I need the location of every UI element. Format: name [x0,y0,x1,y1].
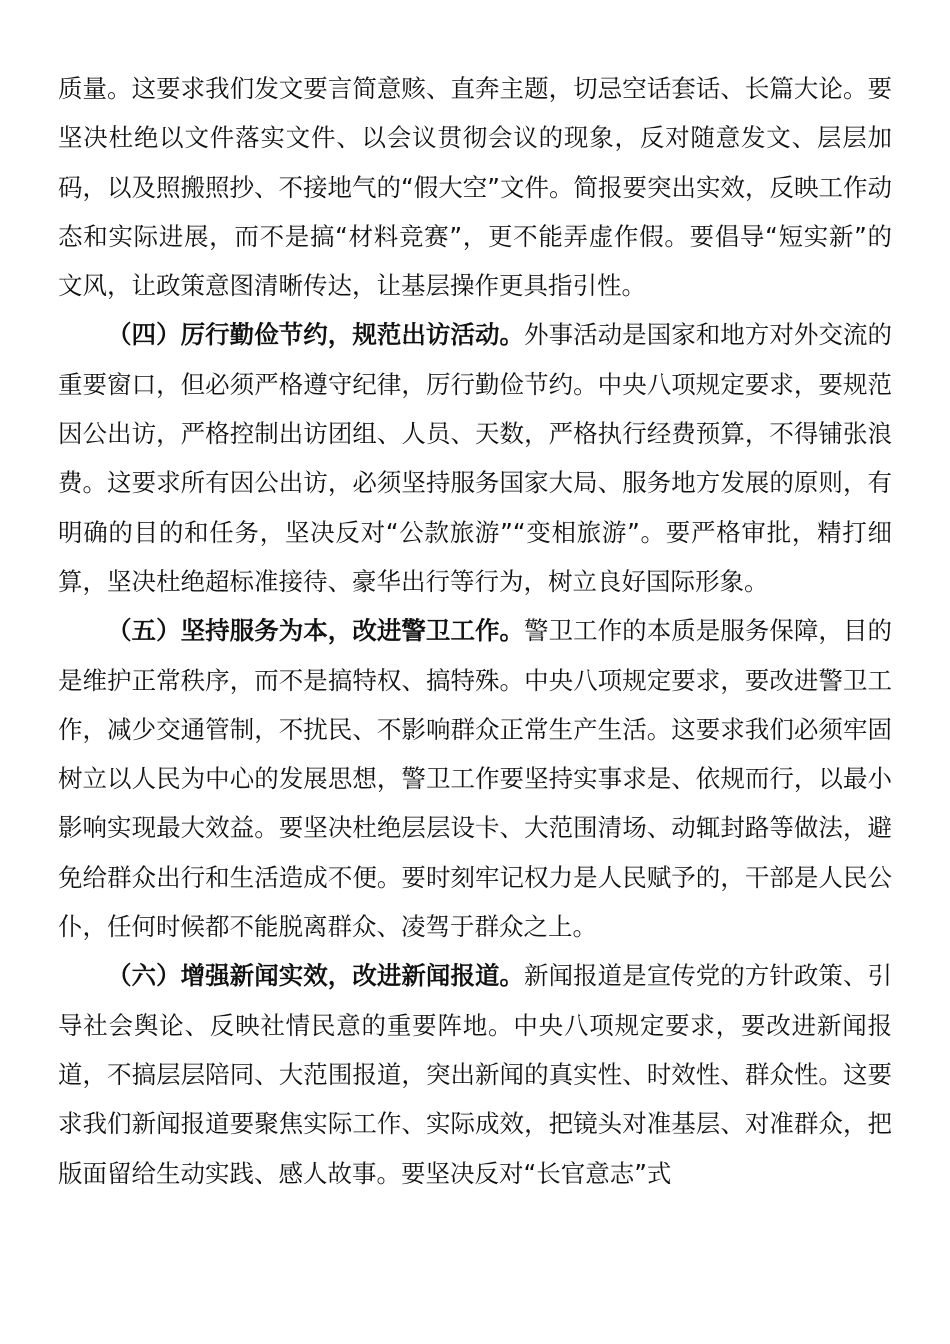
section-heading: （五）坚持服务为本，改进警卫工作。 [107,616,525,646]
document-page [58,64,892,1198]
paragraph-body: 外事活动是国家和地方对外交流的重要窗口，但必须严格遵守纪律，厉行勤俭节约。中央八项规定要求，要规范因公出访，严格控制出访团组、人员、天数，严格执行经费预算，不得铺张浪费。这要求所有因公出访，必须坚持服务国家大局、服务地方发展的原则，有明确的目的和任务，坚决反对“公款旅游”“变相旅游”。要严格审批，精打细算，坚决杜绝超标准接待、豪华出行等行为，树立良好国际形象。 [58,320,892,596]
paragraph-body: 质量。这要求我们发文要言简意赅、直奔主题，切忌空话套话、长篇大论。要坚决杜绝以文件落实文件、以会议贯彻会议的现象，反对随意发文、层层加码，以及照搬照抄、不接地气的“假大空”文件。简报要突出实效，反映工作动态和实际进展，而不是搞“材料竞赛”，更不能弄虚作假。要倡导“短实新”的文风，让政策意图清晰传达，让基层操作更具指引性。 [58,74,892,301]
paragraph-body: 新闻报道是宣传党的方针政策、引导社会舆论、反映社情民意的重要阵地。中央八项规定要求，要改进新闻报道，不搞层层陪同、大范围报道，突出新闻的真实性、时效性、群众性。这要求我们新闻报道要聚焦实际工作、实际成效，把镜头对准基层、对准群众，把版面留给生动实践、感人故事。要坚决反对“长官意志”式 [58,961,892,1188]
paragraph-section-5 [58,606,892,951]
paragraph-section-6 [58,951,892,1197]
paragraph-body: 警卫工作的本质是服务保障，目的是维护正常秩序，而不是搞特权、搞特殊。中央八项规定要求，要改进警卫工作，减少交通管制，不扰民、不影响群众正常生产生活。这要求我们必须牢固树立以人民为中心的发展思想，警卫工作要坚持实事求是、依规而行，以最小影响实现最大效益。要坚决杜绝层层设卡、大范围清场、动辄封路等做法，避免给群众出行和生活造成不便。要时刻牢记权力是人民赋予的，干部是人民公仆，任何时候都不能脱离群众、凌驾于群众之上。 [58,616,892,942]
section-heading: （六）增强新闻实效，改进新闻报道。 [107,961,525,991]
paragraph-section-4 [58,310,892,606]
section-heading: （四）厉行勤俭节约，规范出访活动。 [107,320,525,350]
paragraph-continuation [58,64,892,310]
